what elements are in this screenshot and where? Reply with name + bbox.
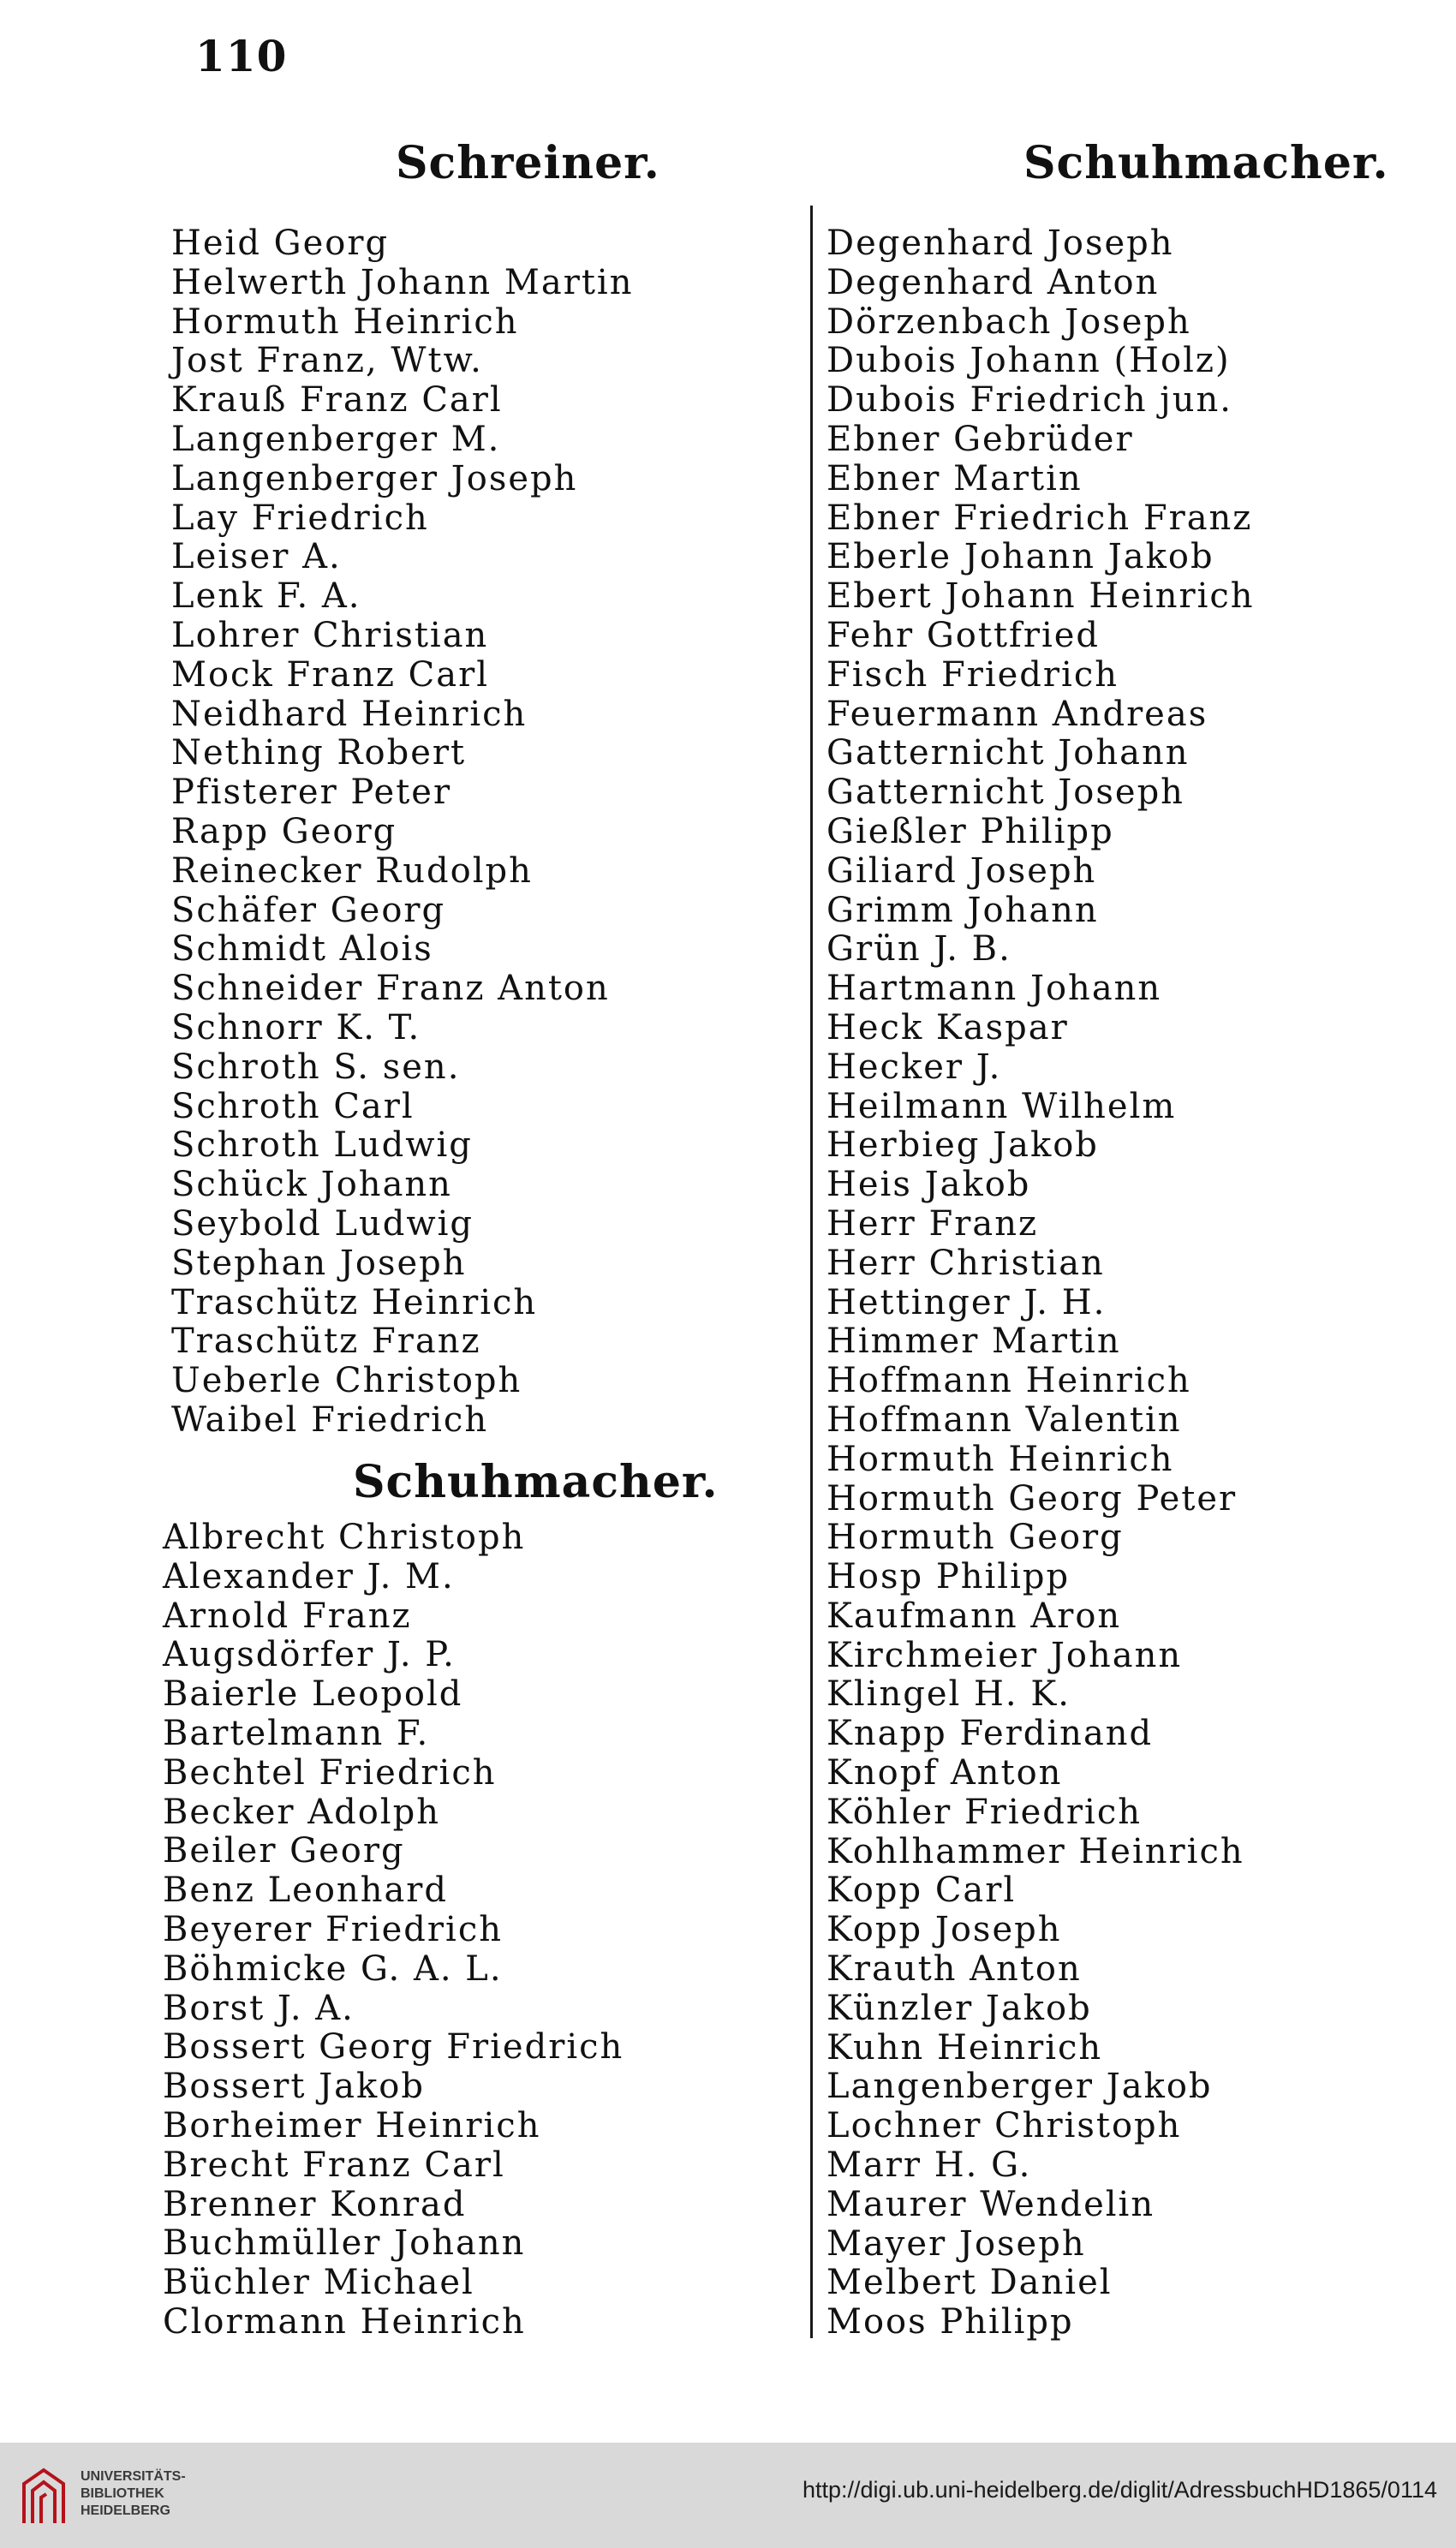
column-divider: [810, 206, 813, 2338]
directory-entry: Buchmüller Johann: [163, 2223, 526, 2264]
directory-entry: Schneider Franz Anton: [171, 969, 610, 1009]
directory-entry: Beiler Georg: [163, 1831, 405, 1871]
directory-entry: Alexander J. M.: [163, 1556, 455, 1596]
directory-entry: Feuermann Andreas: [826, 694, 1208, 734]
directory-entry: Langenberger Jakob: [826, 2067, 1213, 2107]
directory-entry: Heis Jakob: [826, 1165, 1031, 1205]
directory-entry: Bossert Jakob: [163, 2067, 425, 2107]
directory-entry: Kirchmeier Johann: [826, 1635, 1183, 1675]
library-name-line: BIBLIOTHEK: [81, 2486, 164, 2501]
directory-entry: Schroth Carl: [171, 1086, 415, 1126]
directory-entry: Augsdörfer J. P.: [163, 1635, 456, 1675]
directory-entry: Brenner Konrad: [163, 2184, 467, 2224]
directory-entry: Moos Philipp: [826, 2302, 1074, 2342]
directory-entry: Langenberger M.: [171, 419, 501, 459]
directory-entry: Knopf Anton: [826, 1753, 1063, 1793]
section-heading-schuhmacher-right: Schuhmacher.: [1023, 137, 1389, 189]
directory-entry: Traschütz Franz: [171, 1322, 481, 1362]
directory-entry: Marr H. G.: [826, 2145, 1032, 2186]
directory-entry: Giliard Joseph: [826, 850, 1097, 891]
directory-entry: Hecker J.: [826, 1047, 1002, 1087]
directory-entry: Klingel H. K.: [826, 1674, 1071, 1715]
directory-entry: Herr Franz: [826, 1203, 1039, 1244]
directory-entry: Lochner Christoph: [826, 2106, 1182, 2146]
directory-entry: Lay Friedrich: [171, 498, 429, 538]
directory-entry: Gatternicht Joseph: [826, 773, 1184, 813]
schreiner-list: [171, 224, 633, 1441]
directory-entry: Clormann Heinrich: [163, 2301, 526, 2342]
directory-entry: Krauß Franz Carl: [171, 380, 503, 421]
directory-entry: Helwerth Johann Martin: [171, 262, 634, 302]
directory-entry: Borheimer Heinrich: [163, 2105, 541, 2145]
section-heading-schuhmacher-left: Schuhmacher.: [353, 1456, 719, 1508]
directory-entry: Maurer Wendelin: [826, 2184, 1155, 2224]
directory-entry: Lenk F. A.: [171, 576, 361, 617]
directory-entry: Künzler Jakob: [826, 1988, 1092, 2028]
directory-entry: Gießler Philipp: [826, 811, 1114, 851]
directory-entry: Degenhard Anton: [826, 262, 1160, 302]
directory-entry: Schroth S. sen.: [171, 1047, 461, 1087]
directory-entry: Dubois Johann (Holz): [826, 341, 1231, 381]
directory-entry: Kaufmann Aron: [826, 1596, 1122, 1636]
directory-entry: Heid Georg: [171, 224, 390, 263]
directory-entry: Bartelmann F.: [163, 1713, 430, 1753]
directory-entry: Ueberle Christoph: [171, 1361, 522, 1401]
directory-entry: Rapp Georg: [171, 811, 397, 851]
directory-entry: Herbieg Jakob: [826, 1125, 1099, 1166]
directory-entry: Kopp Joseph: [826, 1910, 1062, 1950]
directory-entry: Hoffmann Valentin: [826, 1399, 1182, 1440]
directory-entry: Hettinger J. H.: [826, 1282, 1107, 1322]
directory-entry: Kopp Carl: [826, 1871, 1017, 1911]
directory-entry: Grimm Johann: [826, 890, 1099, 930]
directory-entry: Kuhn Heinrich: [826, 2027, 1103, 2068]
directory-entry: Heilmann Wilhelm: [826, 1086, 1177, 1126]
directory-entry: Hormuth Heinrich: [826, 1439, 1174, 1479]
directory-entry: Nething Robert: [171, 733, 467, 773]
directory-entry: Becker Adolph: [163, 1792, 440, 1832]
directory-entry: Böhmicke G. A. L.: [163, 1948, 503, 1989]
library-name-line: UNIVERSITÄTS-: [81, 2469, 186, 2484]
directory-entry: Fisch Friedrich: [826, 654, 1119, 695]
schuhmacher-list-left: [163, 1519, 624, 2342]
directory-entry: Neidhard Heinrich: [171, 694, 528, 734]
directory-entry: Borst J. A.: [163, 1988, 355, 2028]
directory-entry: Benz Leonhard: [163, 1871, 449, 1911]
directory-entry: Lohrer Christian: [171, 615, 489, 655]
directory-entry: Bechtel Friedrich: [163, 1752, 497, 1793]
library-name-line: HEIDELBERG: [81, 2503, 170, 2518]
directory-entry: Büchler Michael: [163, 2263, 474, 2303]
footer-bar: [0, 2443, 1456, 2548]
directory-entry: Dubois Friedrich jun.: [826, 380, 1232, 421]
directory-entry: Krauth Anton: [826, 1949, 1082, 1990]
directory-entry: Reinecker Rudolph: [171, 850, 533, 891]
directory-entry: Brecht Franz Carl: [163, 2145, 505, 2185]
directory-entry: Schäfer Georg: [171, 890, 446, 930]
directory-entry: Hormuth Georg: [826, 1518, 1124, 1558]
library-name: [81, 2468, 186, 2520]
directory-entry: Melbert Daniel: [826, 2263, 1113, 2303]
directory-entry: Schroth Ludwig: [171, 1125, 473, 1166]
directory-entry: Bossert Georg Friedrich: [163, 2027, 624, 2068]
source-url-link[interactable]: http://digi.ub.uni-heidelberg.de/diglit/AdressbuchHD1865/0114: [803, 2477, 1437, 2503]
directory-entry: Köhler Friedrich: [826, 1792, 1142, 1832]
directory-entry: Langenberger Joseph: [171, 458, 578, 498]
directory-entry: Dörzenbach Joseph: [826, 301, 1191, 342]
directory-entry: Ebner Gebrüder: [826, 419, 1134, 459]
directory-entry: Kohlhammer Heinrich: [826, 1831, 1244, 1871]
directory-entry: Himmer Martin: [826, 1322, 1121, 1362]
directory-entry: Waibel Friedrich: [171, 1399, 489, 1440]
directory-entry: Gatternicht Johann: [826, 733, 1190, 773]
directory-entry: Pfisterer Peter: [171, 773, 452, 813]
directory-entry: Seybold Ludwig: [171, 1203, 474, 1244]
directory-entry: Arnold Franz: [163, 1596, 412, 1636]
directory-entry: Beyerer Friedrich: [163, 1909, 503, 1949]
directory-entry: Stephan Joseph: [171, 1243, 467, 1283]
directory-entry: Grün J. B.: [826, 929, 1011, 970]
directory-entry: Hormuth Georg Peter: [826, 1478, 1238, 1519]
directory-entry: Albrecht Christoph: [163, 1518, 526, 1557]
section-heading-schreiner: Schreiner.: [396, 137, 660, 189]
directory-entry: Mayer Joseph: [826, 2223, 1086, 2264]
library-logo-icon: [15, 2463, 72, 2530]
directory-entry: Hosp Philipp: [826, 1557, 1071, 1597]
directory-entry: Schmidt Alois: [171, 929, 433, 970]
directory-entry: Hartmann Johann: [826, 969, 1162, 1009]
directory-entry: Schnorr K. T.: [171, 1007, 421, 1047]
directory-entry: Herr Christian: [826, 1243, 1105, 1283]
directory-entry: Schück Johann: [171, 1165, 452, 1205]
directory-entry: Mock Franz Carl: [171, 654, 490, 695]
directory-entry: Ebner Friedrich Franz: [826, 498, 1253, 538]
directory-entry: Hoffmann Heinrich: [826, 1361, 1191, 1401]
directory-entry: Ebert Johann Heinrich: [826, 576, 1255, 617]
directory-entry: Baierle Leopold: [163, 1674, 463, 1715]
directory-entry: Jost Franz, Wtw.: [171, 341, 483, 381]
directory-entry: Heck Kaspar: [826, 1007, 1069, 1047]
directory-entry: Traschütz Heinrich: [171, 1282, 538, 1322]
schuhmacher-list-right: [826, 224, 1255, 2342]
directory-entry: Leiser A.: [171, 537, 342, 577]
directory-entry: Hormuth Heinrich: [171, 301, 519, 342]
directory-entry: Degenhard Joseph: [826, 224, 1174, 263]
directory-entry: Fehr Gottfried: [826, 615, 1101, 655]
page-number: 110: [195, 31, 288, 81]
directory-entry: Eberle Johann Jakob: [826, 537, 1214, 577]
directory-entry: Knapp Ferdinand: [826, 1714, 1154, 1754]
directory-entry: Ebner Martin: [826, 458, 1083, 498]
